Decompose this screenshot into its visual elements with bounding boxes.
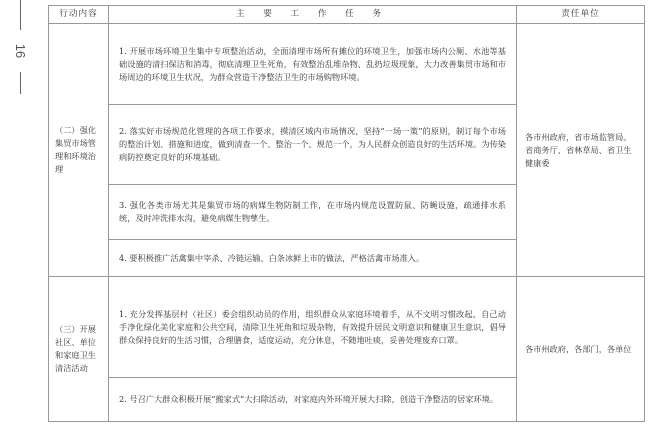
page-number-margin (6, 0, 36, 120)
page-number-rule-top (20, 0, 21, 30)
task-cell: 1. 充分发挥基层村（社区）委会组织动员的作用，组织群众从家庭环境着手，从不文明习惯改起，自己动手净化绿化美化家庭和公共空间，清除卫生死角和垃圾杂物，有效提升居民文明意识和健康卫生意识，倡导群众保持良好的生活习惯，合理膳食，适度运动，充分休息，不随地吐痰，妥善处理废弃口罩。 (109, 277, 517, 378)
table-row (49, 277, 645, 378)
responsible-cell: 各市州政府，各部门，各单位 (517, 277, 645, 422)
task-cell: 2. 号召广大群众积极开展“搬家式”大扫除活动，对家庭内外环境开展大扫除，创造干净整洁的居家环境。 (109, 378, 517, 422)
header-tasks: 主 要 工 作 任 务 (109, 6, 517, 24)
task-cell: 4. 要积极推广活禽集中宰杀、冷链运输、白条冰鲜上市的做法，严格活禽市场准入。 (109, 240, 517, 277)
action-cell: （三）开展社区、单位和家庭卫生清洁活动 (49, 277, 109, 422)
task-cell: 1. 开展市场环境卫生集中专项整治活动，全面清理市场所有摊位的环境卫生，加强市场内公厕、水池等基础设施的清扫保洁和消毒，彻底清理卫生死角，有效整治乱堆杂物、乱扔垃圾现象，大力改善集贸市场和市场周边的环境卫生状况，为群众营造干净整洁卫生的市场购物环境。 (109, 24, 517, 105)
header-action: 行动内容 (49, 6, 109, 24)
header-responsible: 责任单位 (517, 6, 645, 24)
table-header-row (49, 6, 645, 24)
task-cell: 3. 强化各类市场尤其是集贸市场的病媒生物防制工作，在市场内规范设置防鼠、防蝇设施，疏通排水系统，及时冲洗排水沟，避免病媒生物孳生。 (109, 185, 517, 240)
page-number: 16 (13, 43, 29, 59)
responsible-cell: 各市州政府，省市场监管局、省商务厅、省林草局、省卫生健康委 (517, 24, 645, 277)
task-table (48, 5, 645, 422)
page-number-rule-bottom (20, 72, 21, 94)
task-cell: 2. 落实好市场规范化管理的各项工作要求，摸清区域内市场情况，坚持“一场一策”的原则，制订每个市场的整治计划、措施和进度，做到清查一个、整治一个、规范一个，为人民群众创造良好的生活环境。为传染病防控奠定良好的环境基础。 (109, 105, 517, 185)
table-row (49, 24, 645, 105)
action-cell: （二）强化集贸市场管理和环境治理 (49, 24, 109, 277)
